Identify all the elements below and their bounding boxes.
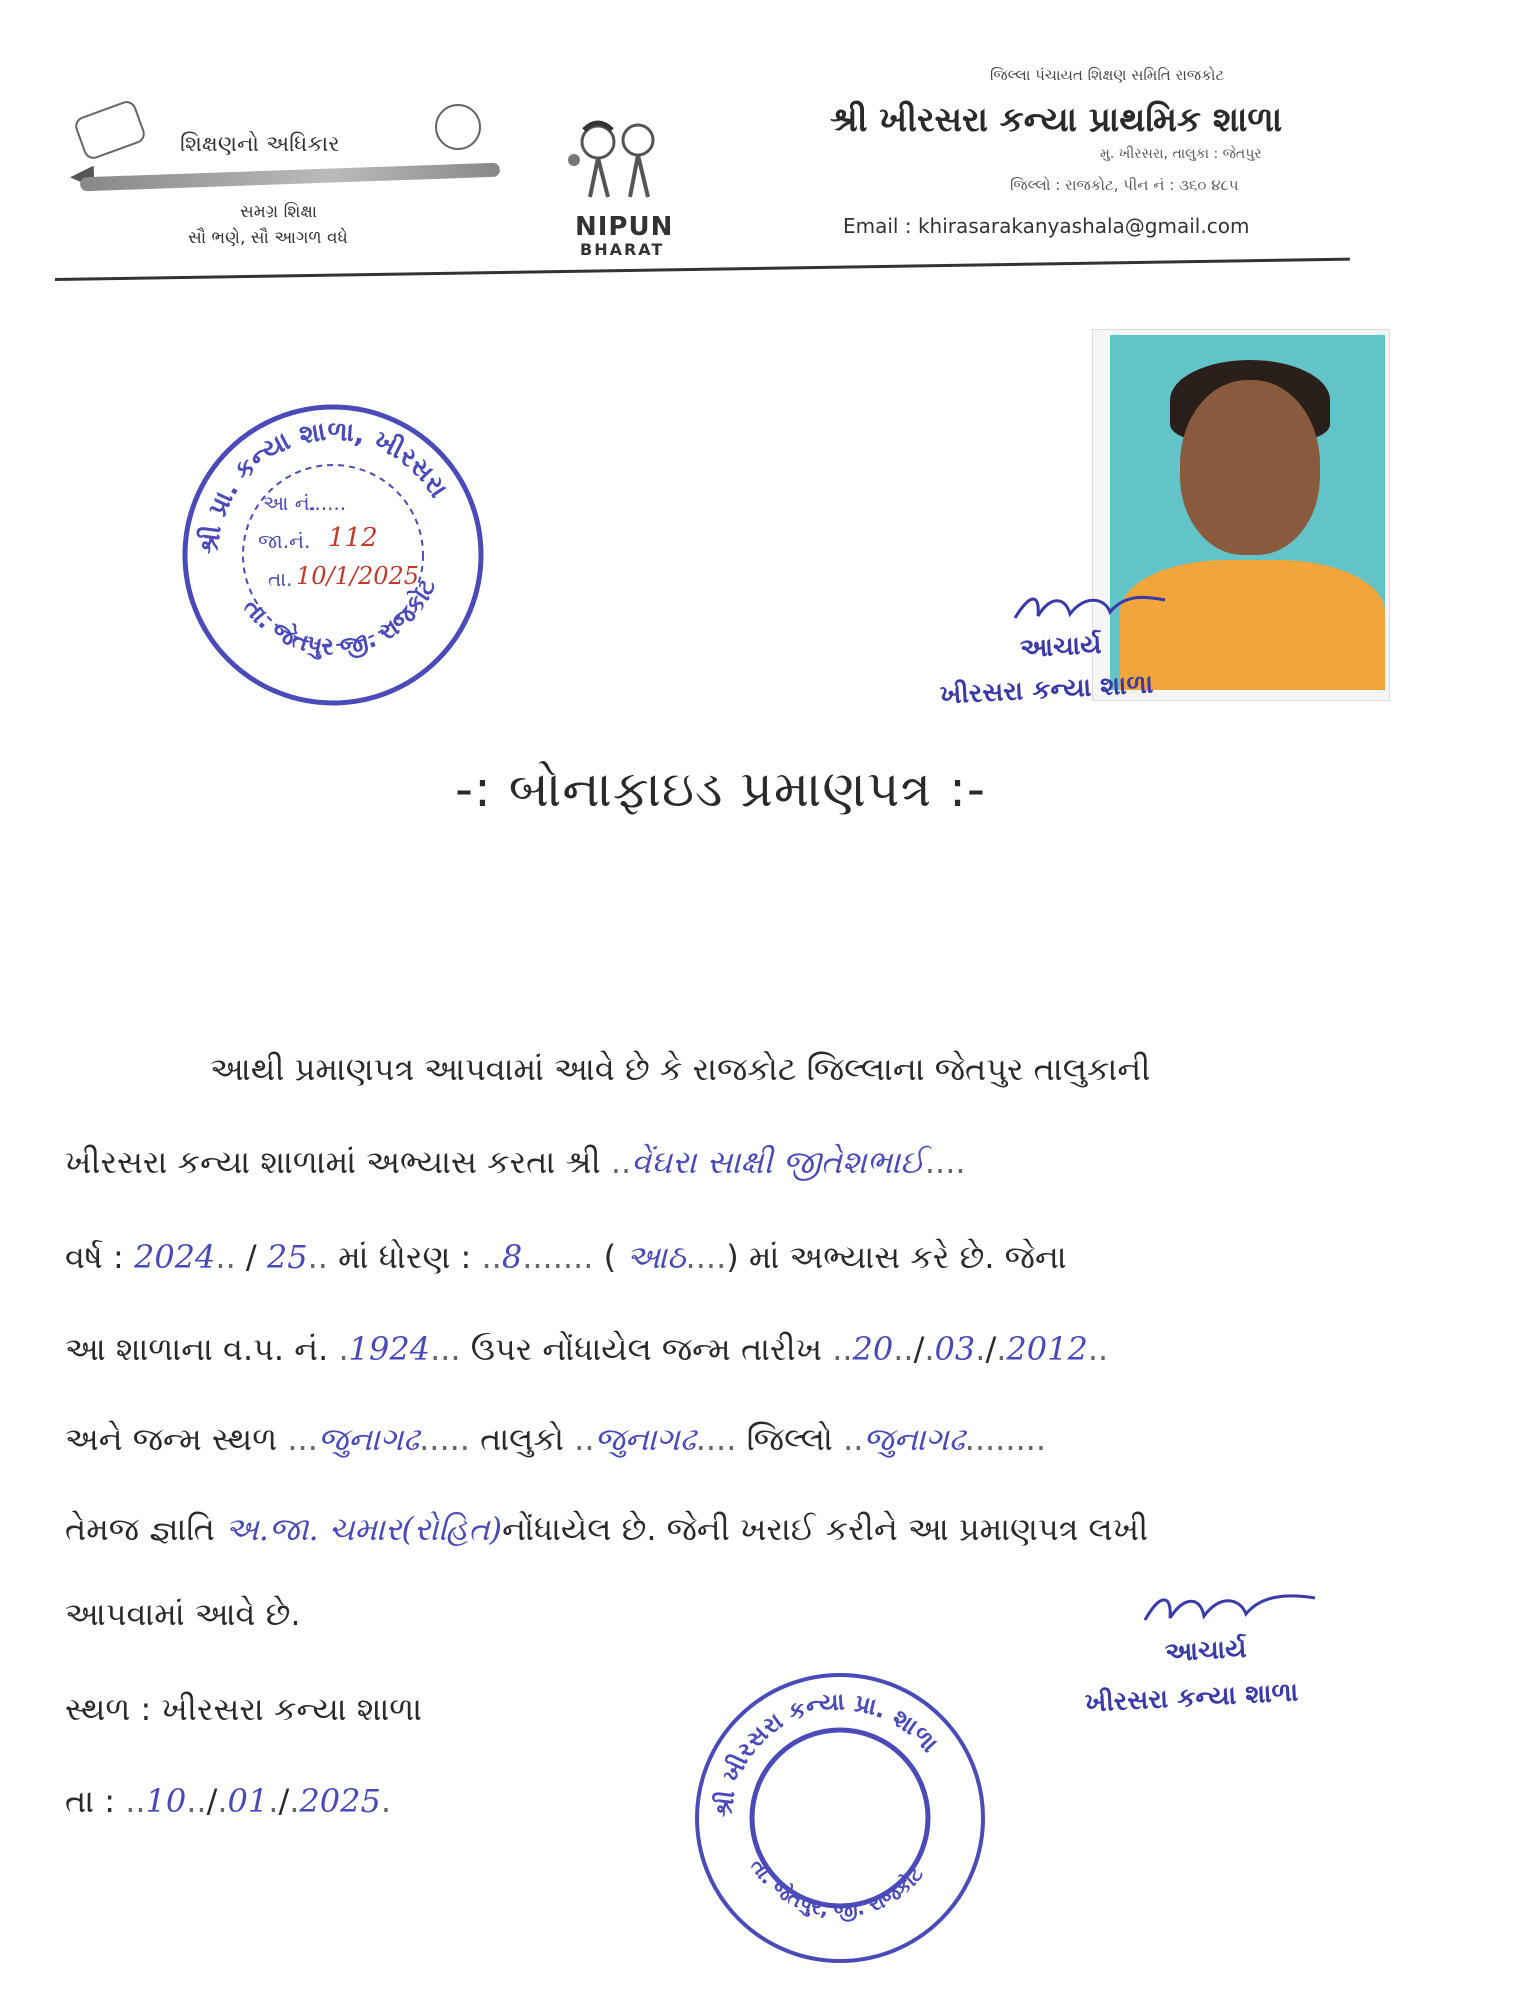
line2-prefix: ખીરસરા કન્યા શાળામાં અભ્યાસ કરતા શ્રી — [65, 1143, 601, 1181]
certificate-line-6 — [65, 1510, 1148, 1549]
sitting-child-doodle-icon — [435, 104, 481, 150]
school-email: Email : khirasarakanyashala@gmail.com — [843, 214, 1250, 238]
standard-words: આઠ — [626, 1238, 686, 1276]
certificate-line-1: આથી પ્રમાણપત્ર આપવામાં આવે છે કે રાજકોટ જિલ્લાના જેતપુર તાલુકાની — [210, 1050, 1151, 1088]
academic-year-from: 2024 — [133, 1238, 216, 1276]
birthplace-value: જુનાગઢ — [317, 1420, 420, 1458]
taluka-label: તાલુકો — [480, 1420, 564, 1458]
dob-label: ઉપર નોંધાયેલ જન્મ તારીખ — [470, 1330, 823, 1368]
date-line: તા : ..10../.01./.2025. — [65, 1782, 391, 1820]
principal-title-top: આચાર્ય — [1019, 629, 1103, 665]
district-label: જિલ્લો — [746, 1420, 833, 1458]
certificate-line-5: અને જન્મ સ્થળ ...જુનાગઢ..... તાલુકો ..જુનાગઢ.... જિલ્લો ..જુનાગઢ........ — [65, 1420, 1047, 1458]
certificate-line-3: વર્ષ : 2024.. / 25.. માં ધોરણ : ..8....... ( આઠ....) માં અભ્યાસ કરે છે. જેના — [65, 1238, 1067, 1276]
principal-signature-top — [1010, 588, 1170, 628]
seal-top-ring-text: શ્રી પ્રા. કન્યા શાળા, ખીરસરા — [194, 416, 454, 556]
school-round-seal-bottom — [690, 1668, 990, 1968]
principal-school-bottom: ખીરસરા કન્યા શાળા — [1084, 1677, 1299, 1719]
caste-value: અ.જા. ચમાર(રોહિત) — [225, 1510, 503, 1548]
header-divider — [55, 258, 1350, 281]
district-value: જુનાગઢ — [863, 1420, 965, 1458]
bharat-logo-text: BHARAT — [580, 240, 665, 259]
place-line: સ્થળ : ખીરસરા કન્યા શાળા — [65, 1690, 423, 1728]
seal-ref-no-label: જા.નં. — [258, 529, 311, 553]
district-committee-text: જિલ્લા પંચાયત શિક્ષણ સમિતિ રાજકોટ — [990, 66, 1225, 84]
gr-number: 1924 — [348, 1330, 431, 1368]
samagra-shiksha-slogan: સૌ ભણે, સૌ આગળ વધે — [188, 228, 348, 248]
dob-day: 20 — [852, 1330, 894, 1368]
pencil-banner-icon — [80, 163, 500, 192]
principal-title-bottom: આચાર્ય — [1164, 1633, 1248, 1669]
date-month: 01 — [227, 1782, 269, 1820]
certificate-line-4: આ શાળાના વ.પ. નં. .1924... ઉપર નોંધાયેલ જન્મ તારીખ ..20../.03./.2012.. — [65, 1330, 1109, 1368]
standard-number: 8 — [501, 1238, 523, 1276]
principal-school-top: ખીરસરા કન્યા શાળા — [939, 669, 1154, 711]
reading-child-doodle-icon — [72, 98, 147, 161]
caste-label: તેમજ જ્ઞાતિ — [65, 1510, 215, 1548]
dob-month: 03 — [934, 1330, 976, 1368]
seal-outward-no-label: આ નં. — [263, 491, 317, 515]
certificate-line-2: ખીરસરા કન્યા શાળામાં અભ્યાસ કરતા શ્રી ..વેંઘરા સાક્ષી જીતેશભાઈ.... — [65, 1143, 966, 1181]
right-to-education-title: શિક્ષણનો અધિકાર — [180, 132, 340, 157]
student-name: વેંઘરા સાક્ષી જીતેશભાઈ — [631, 1143, 925, 1181]
certificate-line-7: આપવામાં આવે છે. — [65, 1595, 301, 1633]
samagra-shiksha-text: સમગ્ર શિક્ષા — [240, 202, 318, 222]
line6-suffix: નોંધાયેલ છે. જેની ખરાઈ કરીને આ પ્રમાણપત્ર લખી — [502, 1510, 1149, 1548]
seal-bottom-ring-bottom: તા. જેતપુર, જી. રાજકોટ — [745, 1854, 928, 1923]
seal-outward-no-value: ...... — [308, 491, 347, 515]
school-round-seal-top — [178, 400, 488, 710]
school-address-line1: મુ. ખીરસરા, તાલુકા : જેતપુર — [1100, 146, 1262, 162]
seal-top-ring-bottom: તા. જેતપુર જી. રાજકોટ — [237, 574, 442, 661]
gr-label: આ શાળાના વ.પ. નં. — [65, 1330, 329, 1368]
nipun-children-logo-icon — [560, 112, 675, 207]
seal-bottom-ring-text: શ્રી ખીરસરા કન્યા પ્રા. શાળા — [709, 1687, 944, 1819]
nipun-logo-text: NIPUN — [575, 212, 674, 242]
school-address-line2: જિલ્લો : રાજકોટ, પીન નં : ૩૬૦ ૪૮૫ — [1010, 176, 1239, 194]
certificate-title: -: બોનાફાઇડ પ્રમાણપત્ર :- — [455, 760, 986, 818]
line3-suffix: માં અભ્યાસ કરે છે. જેના — [748, 1238, 1067, 1276]
taluka-value: જુનાગઢ — [594, 1420, 696, 1458]
seal-date-value: 10/1/2025 — [296, 562, 420, 590]
seal-date-label: તા. — [268, 567, 293, 591]
std-label: માં ધોરણ : — [338, 1238, 472, 1276]
school-name-heading: શ્રી ખીરસરા કન્યા પ્રાથમિક શાળા — [830, 100, 1283, 140]
year-label: વર્ષ : — [65, 1238, 124, 1276]
date-day: 10 — [145, 1782, 187, 1820]
academic-year-to: 25 — [266, 1238, 308, 1276]
seal-ref-no-value: 112 — [328, 523, 378, 553]
principal-signature-bottom — [1140, 1588, 1320, 1630]
date-year: 2025 — [299, 1782, 381, 1820]
student-photo-face — [1180, 380, 1320, 555]
dob-year: 2012 — [1006, 1330, 1088, 1368]
birthplace-label: અને જન્મ સ્થળ — [65, 1420, 278, 1458]
date-label: તા : — [65, 1782, 116, 1820]
